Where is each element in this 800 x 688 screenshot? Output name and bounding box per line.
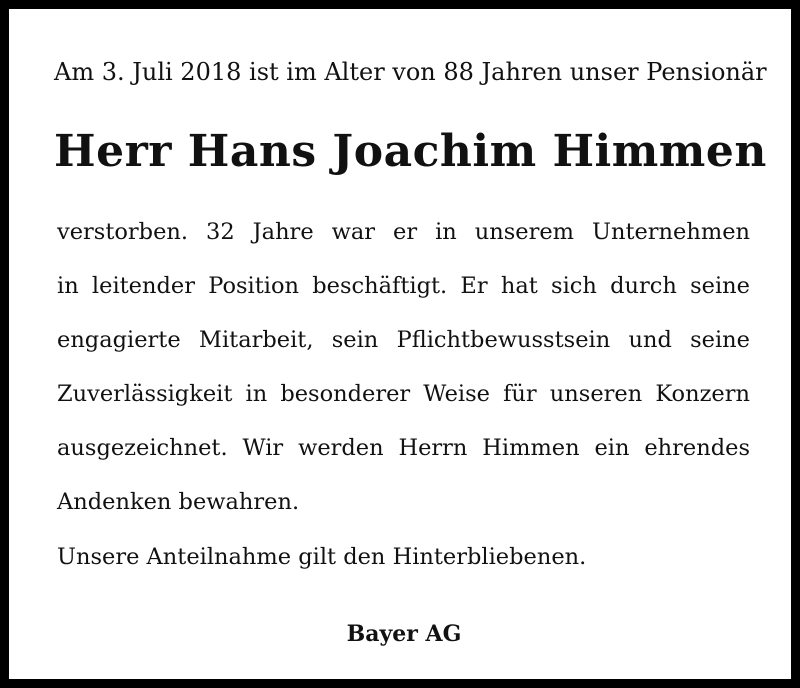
body-line: Zuverlässigkeit in besonderer Weise für unseren Konzern: [57, 381, 750, 407]
notice-body-paragraph: [57, 205, 750, 529]
body-line: Andenken bewahren.: [57, 489, 300, 515]
company-signature: Bayer AG: [346, 621, 462, 647]
intro-line: Am 3. Juli 2018 ist im Alter von 88 Jahren unser Pensionär: [54, 58, 767, 86]
condolence-line: Unsere Anteilnahme gilt den Hinterbliebenen.: [57, 544, 587, 570]
body-line: engagierte Mitarbeit, sein Pflichtbewusstsein und seine: [57, 327, 750, 353]
body-line: in leitender Position beschäftigt. Er hat sich durch seine: [57, 273, 750, 299]
deceased-name-heading: Herr Hans Joachim Himmen: [54, 126, 767, 177]
body-line: ausgezeichnet. Wir werden Herrn Himmen ein ehrendes: [57, 435, 750, 461]
body-line: verstorben. 32 Jahre war er in unserem Unternehmen: [57, 219, 750, 245]
